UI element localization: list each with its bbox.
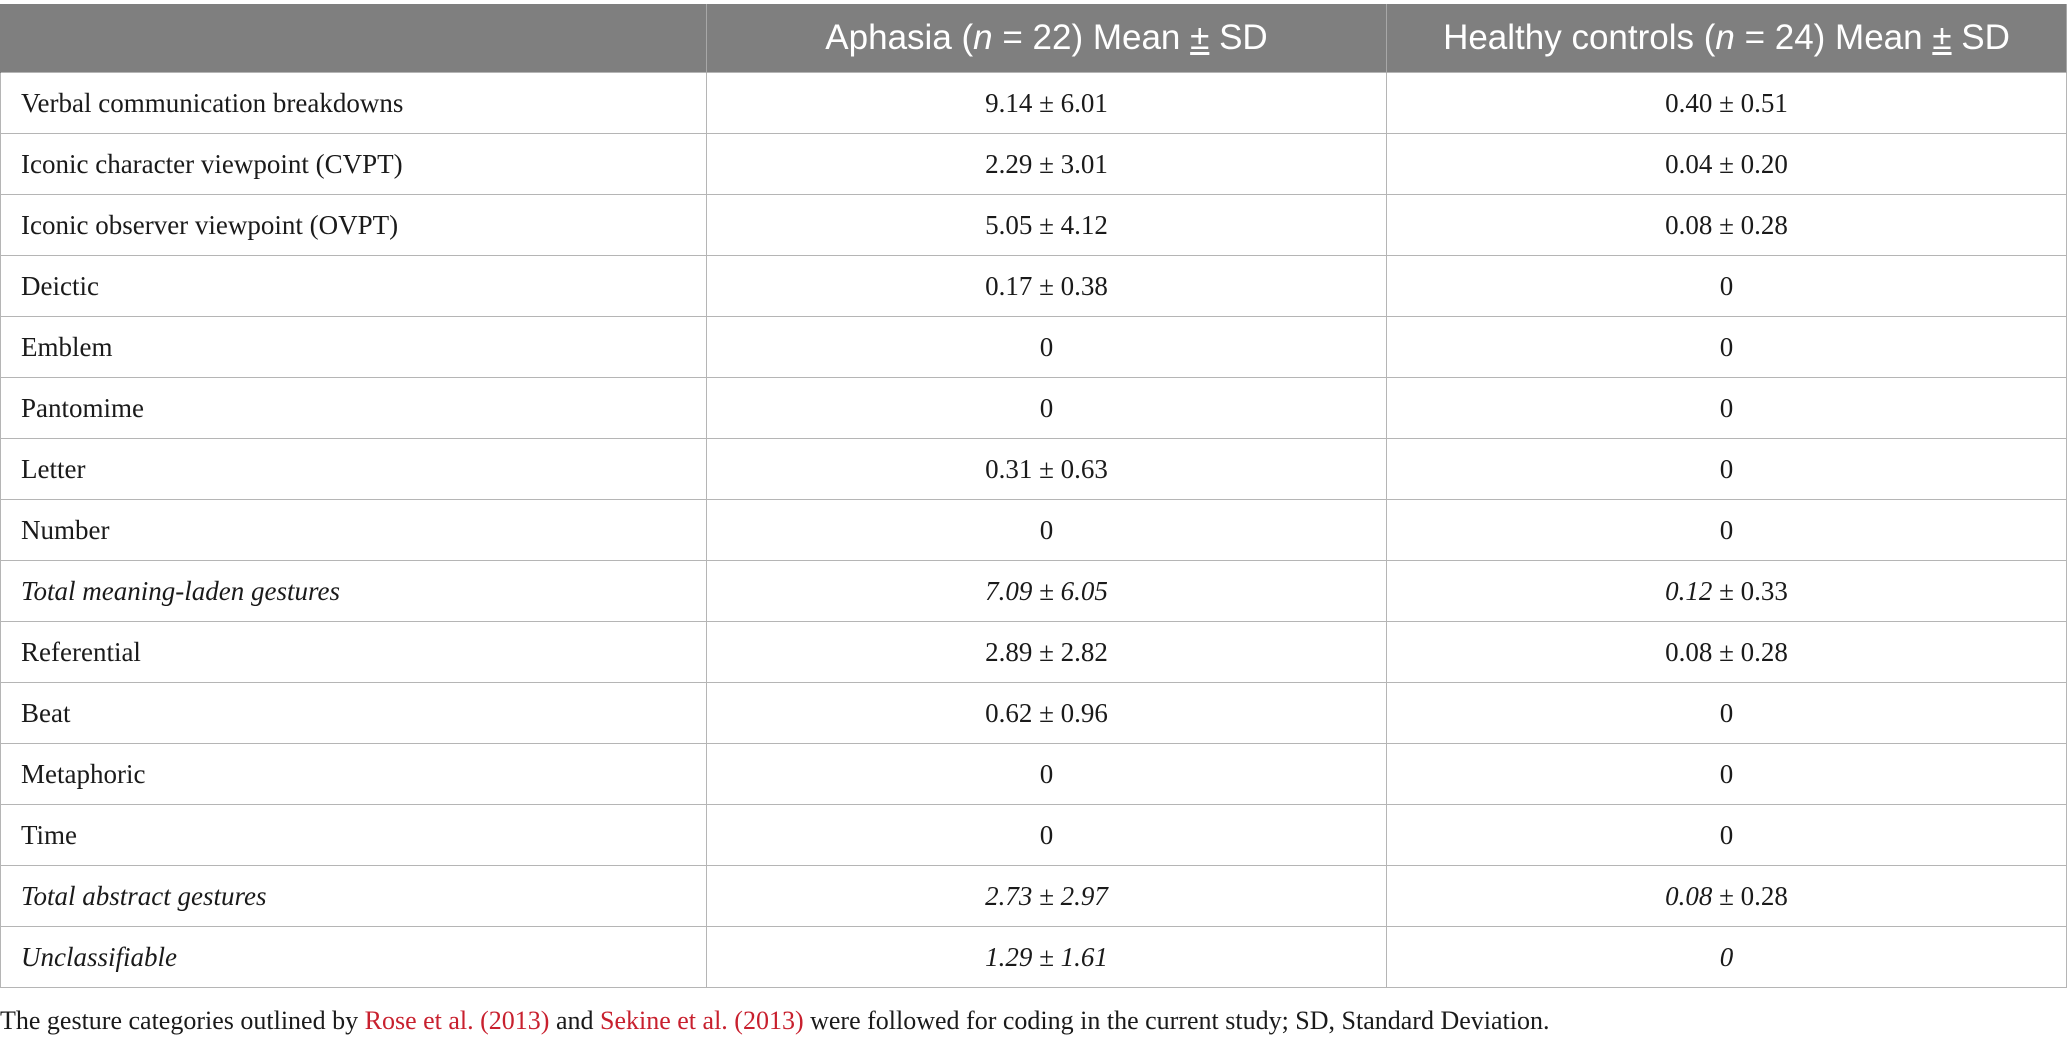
controls-mean: 0.08 xyxy=(1665,880,1713,911)
table-row xyxy=(1,683,2067,744)
table-row xyxy=(1,439,2067,500)
row-label: Total abstract gestures xyxy=(1,866,707,927)
header-blank xyxy=(1,4,707,73)
controls-value xyxy=(1387,866,2067,927)
header-controls-count: = 24) Mean xyxy=(1734,18,1933,57)
aphasia-value: 9.14 ± 6.01 xyxy=(707,73,1387,134)
row-label: Deictic xyxy=(1,256,707,317)
table-row xyxy=(1,744,2067,805)
reference-link-rose[interactable]: Rose et al. (2013) xyxy=(364,1006,550,1035)
controls-value: 0 xyxy=(1387,439,2067,500)
row-label: Referential xyxy=(1,622,707,683)
aphasia-value: 0 xyxy=(707,500,1387,561)
aphasia-value: 0.31 ± 0.63 xyxy=(707,439,1387,500)
data-table-container xyxy=(0,4,2067,988)
header-controls-n: n xyxy=(1715,18,1735,57)
aphasia-value: 0.17 ± 0.38 xyxy=(707,256,1387,317)
row-label: Letter xyxy=(1,439,707,500)
controls-value: 0 xyxy=(1387,927,2067,988)
row-label: Metaphoric xyxy=(1,744,707,805)
aphasia-value: 7.09 ± 6.05 xyxy=(707,561,1387,622)
controls-value: 0.08 ± 0.28 xyxy=(1387,195,2067,256)
header-aphasia-pm: ± xyxy=(1190,18,1210,57)
controls-value: 0.08 ± 0.28 xyxy=(1387,622,2067,683)
header-aphasia-sd: SD xyxy=(1209,18,1268,57)
controls-mean: 0.12 xyxy=(1665,575,1713,606)
footnote-middle: and xyxy=(549,1006,600,1035)
row-label: Iconic character viewpoint (CVPT) xyxy=(1,134,707,195)
header-aphasia-count: = 22) Mean xyxy=(992,18,1191,57)
table-row xyxy=(1,378,2067,439)
aphasia-value: 2.29 ± 3.01 xyxy=(707,134,1387,195)
header-aphasia-n: n xyxy=(973,18,993,57)
header-controls-sd: SD xyxy=(1951,18,2010,57)
table-row-subtotal xyxy=(1,561,2067,622)
aphasia-value: 0 xyxy=(707,317,1387,378)
controls-sd: ± 0.33 xyxy=(1712,575,1788,606)
controls-value: 0 xyxy=(1387,378,2067,439)
row-label: Iconic observer viewpoint (OVPT) xyxy=(1,195,707,256)
controls-value: 0.04 ± 0.20 xyxy=(1387,134,2067,195)
row-label: Total meaning-laden gestures xyxy=(1,561,707,622)
table-row xyxy=(1,500,2067,561)
controls-value: 0 xyxy=(1387,256,2067,317)
aphasia-value: 2.89 ± 2.82 xyxy=(707,622,1387,683)
controls-value xyxy=(1387,561,2067,622)
aphasia-value: 0 xyxy=(707,744,1387,805)
controls-value: 0 xyxy=(1387,683,2067,744)
row-label: Beat xyxy=(1,683,707,744)
table-row-subtotal xyxy=(1,866,2067,927)
aphasia-value: 5.05 ± 4.12 xyxy=(707,195,1387,256)
header-controls-pm: ± xyxy=(1932,18,1952,57)
controls-value: 0 xyxy=(1387,744,2067,805)
header-controls-group: Healthy controls ( xyxy=(1443,18,1716,57)
header-aphasia-group: Aphasia ( xyxy=(825,18,974,57)
table-footnote xyxy=(0,1006,1549,1036)
controls-value: 0 xyxy=(1387,805,2067,866)
row-label: Unclassifiable xyxy=(1,927,707,988)
controls-value: 0.40 ± 0.51 xyxy=(1387,73,2067,134)
header-aphasia xyxy=(707,4,1387,73)
aphasia-value: 0 xyxy=(707,805,1387,866)
aphasia-value: 0.62 ± 0.96 xyxy=(707,683,1387,744)
table-row xyxy=(1,805,2067,866)
gesture-table xyxy=(0,4,2067,988)
table-header-row xyxy=(1,4,2067,73)
table-row xyxy=(1,134,2067,195)
table-row xyxy=(1,73,2067,134)
footnote-prefix: The gesture categories outlined by xyxy=(0,1006,365,1035)
row-label: Verbal communication breakdowns xyxy=(1,73,707,134)
controls-sd: ± 0.28 xyxy=(1712,880,1788,911)
table-row xyxy=(1,317,2067,378)
row-label: Pantomime xyxy=(1,378,707,439)
controls-value: 0 xyxy=(1387,500,2067,561)
row-label: Number xyxy=(1,500,707,561)
header-controls xyxy=(1387,4,2067,73)
table-row xyxy=(1,622,2067,683)
aphasia-value: 1.29 ± 1.61 xyxy=(707,927,1387,988)
table-row-subtotal xyxy=(1,927,2067,988)
footnote-suffix: were followed for coding in the current study; SD, Standard Deviation. xyxy=(803,1006,1550,1035)
table-row xyxy=(1,256,2067,317)
controls-value: 0 xyxy=(1387,317,2067,378)
reference-link-sekine[interactable]: Sekine et al. (2013) xyxy=(600,1006,804,1035)
table-row xyxy=(1,195,2067,256)
row-label: Time xyxy=(1,805,707,866)
aphasia-value: 0 xyxy=(707,378,1387,439)
row-label: Emblem xyxy=(1,317,707,378)
aphasia-value: 2.73 ± 2.97 xyxy=(707,866,1387,927)
